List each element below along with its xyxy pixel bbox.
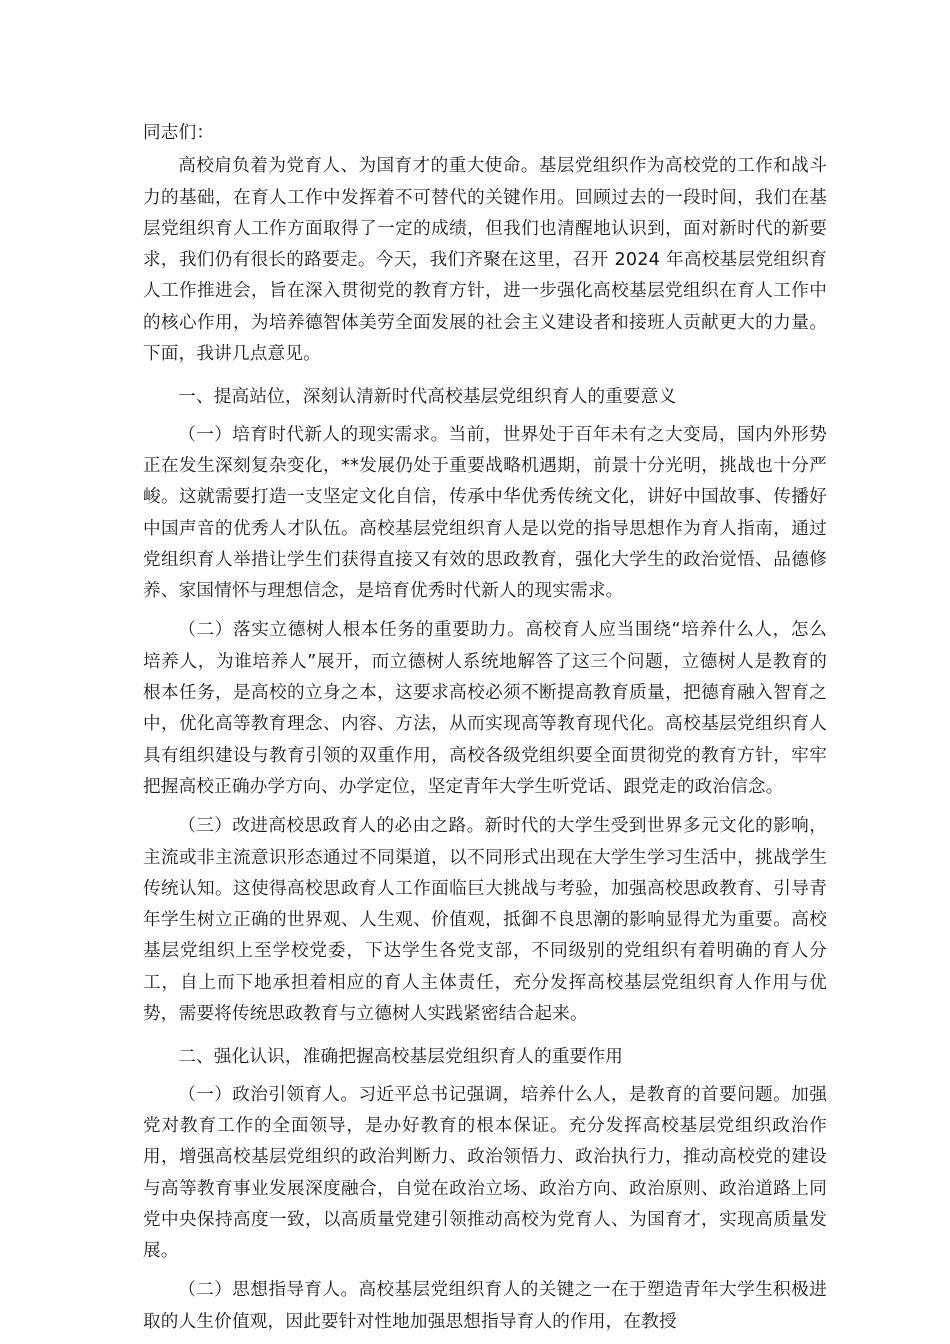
salutation: 同志们： (143, 123, 215, 143)
section-heading-2: 二、强化认识，准确把握高校基层党组织育人的重要作用 (178, 1047, 624, 1068)
paragraph-2-1: （一）政治引领育人。习近平总书记强调，培养什么人，是教育的首要问题。加强党对教育工作的全面领导，是办好教育的根本保证。充分发挥高校基层党组织政治作用，增强高校基层党组织的政治判断力、政治领悟力、政治执行力，推动高校党的建设与高等教育事业发展深度融合，自觉在政治立场、政治方向、政治原则、政治道路上同党中央保持高度一致，以高质量党建引领推动高校为党育人、为国育才，实现高质量发展。 (143, 1084, 827, 1262)
paragraph-1-1: （一）培育时代新人的现实需求。当前，世界处于百年未有之大变局，国内外形势正在发生深刻复杂变化，**发展仍处于重要战略机遇期，前景十分光明，挑战也十分严峻。这就需要打造一支坚定文化自信，传承中华优秀传统文化，讲好中国故事、传播好中国声音的优秀人才队伍。高校基层党组织育人是以党的指导思想作为育人指南，通过党组织育人举措让学生们获得直接又有效的思政教育，强化大学生的政治觉悟、品德修养、家国情怀与理想信念，是培育优秀时代新人的现实需求。 (143, 424, 827, 602)
paragraph-intro: 高校肩负着为党育人、为国育才的重大使命。基层党组织作为高校党的工作和战斗力的基础，在育人工作中发挥着不可替代的关键作用。回顾过去的一段时间，我们在基层党组织育人工作方面取得了一定的成绩，但我们也清醒地认识到，面对新时代的新要求，我们仍有很长的路要走。今天，我们齐聚在这里，召开 2024 年高校基层党组织育人工作推进会，旨在深入贯彻党的教育方针，进一步强化高校基层党组织在育人工作中的核心作用，为培养德智体美劳全面发展的社会主义建设者和接班人贡献更大的力量。下面，我讲几点意见。 (143, 156, 827, 365)
paragraph-1-2: （二）落实立德树人根本任务的重要助力。高校育人应当围绕“培养什么人，怎么培养人，为谁培养人”展开，而立德树人系统地解答了这三个问题，立德树人是教育的根本任务，是高校的立身之本，这要求高校必须不断提高教育质量，把德育融入智育之中，优化高等教育理念、内容、方法，从而实现高等教育现代化。高校基层党组织育人具有组织建设与教育引领的双重作用，高校各级党组织要全面贯彻党的教育方针，牢牢把握高校正确办学方向、办学定位，坚定青年大学生听党话、跟党走的政治信念。 (143, 620, 827, 797)
section-heading-1: 一、提高站位，深刻认清新时代高校基层党组织育人的重要意义 (178, 387, 677, 408)
paragraph-1-3: （三）改进高校思政育人的必由之路。新时代的大学生受到世界多元文化的影响，主流或非主流意识形态通过不同渠道，以不同形式出现在大学生学习生活中，挑战学生传统认知。这使得高校思政育人工作面临巨大挑战与考验，加强高校思政教育、引导青年学生树立正确的世界观、人生观、价值观，抵御不良思潮的影响显得尤为重要。高校基层党组织上至学校党委，下达学生各党支部，不同级别的党组织有着明确的育人分工，自上而下地承担着相应的育人主体责任，充分发挥高校基层党组织育人作用与优势，需要将传统思政教育与立德树人实践紧密结合起来。 (143, 816, 827, 1025)
paragraph-2-2: （二）思想指导育人。高校基层党组织育人的关键之一在于塑造青年大学生积极进取的人生价值观，因此要针对性地加强思想指导育人的作用，在教授 (143, 1280, 827, 1332)
document-page (143, 118, 827, 1338)
